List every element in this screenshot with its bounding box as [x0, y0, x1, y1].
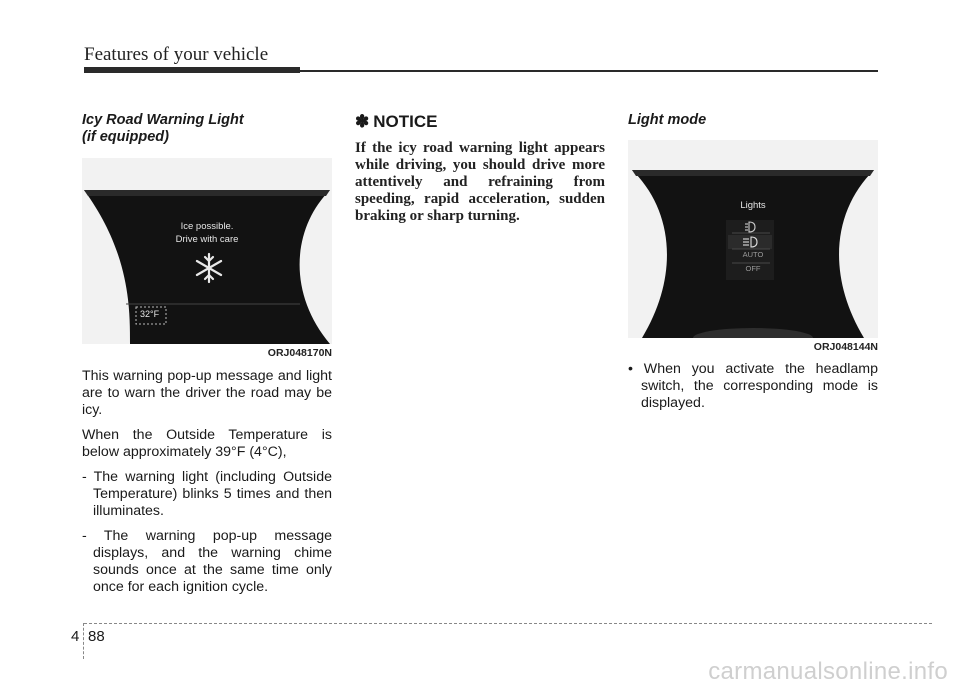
popup-message-line1: Ice possible.	[180, 221, 234, 232]
heading-line-1: Icy Road Warning Light	[82, 112, 244, 128]
lights-option-auto: AUTO	[742, 250, 764, 259]
outside-temperature: 32°F	[140, 309, 160, 319]
notice-star-icon: ✽	[355, 112, 370, 131]
footer-divider	[83, 623, 84, 659]
section-heading-light-mode: Light mode	[628, 112, 707, 128]
column-notice	[355, 112, 605, 225]
cluster-lights-image	[628, 140, 878, 338]
column-light-mode	[628, 112, 878, 412]
notice-heading	[355, 112, 605, 132]
figure-caption: ORJ048170N	[267, 347, 332, 359]
section-heading-icy-road	[82, 112, 332, 146]
paragraph-warning-description: This warning pop-up message and light are to warn the driver the road may be icy.	[82, 368, 332, 418]
figure-caption: ORJ048144N	[813, 341, 878, 353]
lights-option-off: OFF	[745, 264, 761, 273]
header-rule-thin	[300, 70, 878, 72]
heading-line-2: (if equipped)	[82, 129, 169, 145]
watermark: carmanualsonline.info	[708, 658, 948, 685]
popup-message-line2: Drive with care	[175, 234, 239, 245]
notice-text: If the icy road warning light appears while driving, you should drive more attentively and refraining from speeding, rapid acceleration, sudden braking or sharp turning.	[355, 140, 605, 224]
lights-menu-title: Lights	[740, 200, 766, 211]
notice-title: NOTICE	[373, 112, 438, 131]
list-item-blink: - The warning light (including Outside Temperature) blinks 5 times and then illuminates.	[82, 469, 332, 519]
footer-chapter-number: 4	[71, 628, 80, 645]
header-title: Features of your vehicle	[84, 44, 269, 65]
cluster-display-image	[82, 158, 332, 344]
bullet-headlamp-switch: • When you activate the headlamp switch, the corresponding mode is displayed.	[628, 361, 878, 411]
column-icy-road	[82, 112, 332, 604]
figure-light-mode-display	[628, 140, 878, 338]
footer-rule	[84, 623, 932, 624]
footer-page-number: 88	[88, 628, 105, 645]
header-rule-thick	[84, 67, 300, 73]
figure-icy-road-display	[82, 158, 332, 344]
list-item-chime: - The warning pop-up message displays, and the warning chime sounds once at the same time only once for each ignition cycle.	[82, 528, 332, 595]
paragraph-temperature-condition: When the Outside Temperature is below approximately 39°F (4°C),	[82, 427, 332, 460]
